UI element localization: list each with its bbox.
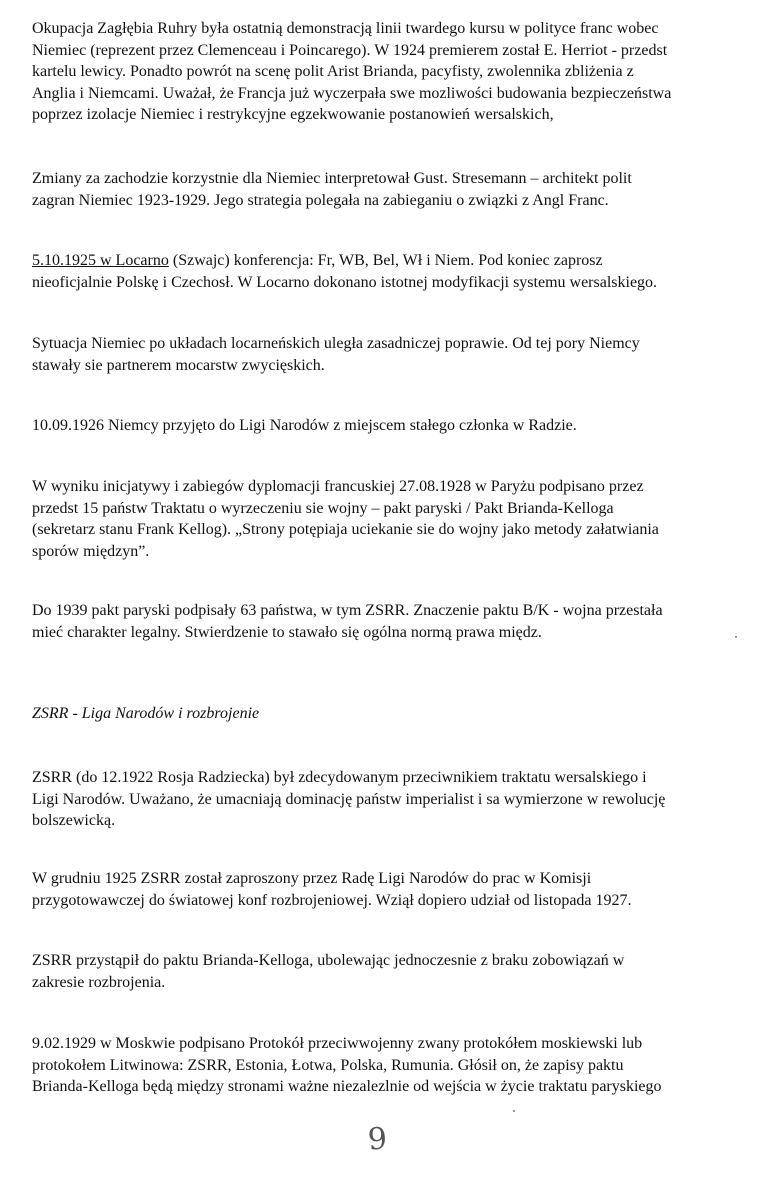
page-number: 9 <box>366 1121 389 1158</box>
text-line: protokołem Litwinowa: ZSRR, Estonia, Łotwa, Polska, Rumunia. Głósił on, że zapisy paktu <box>32 1056 624 1074</box>
text-line: W wyniku inicjatywy i zabiegów dyplomacji francuskiej 27.08.1928 w Paryżu podpisano przez <box>32 478 644 495</box>
text-line: Ligi Narodów. Uważano, że umacniają dominację państw imperialist i sa wymierzone w rewolucję <box>32 790 666 808</box>
paragraph-locarno <box>32 250 772 293</box>
paragraph-ussr-versailles <box>32 767 772 832</box>
text-line: 9.02.1929 w Moskwie podpisano Protokół przeciwwojenny zwany protokółem moskiewski lub <box>32 1035 643 1052</box>
paragraph-pact-signatories <box>32 600 772 643</box>
text-line: kartelu lewicy. Ponadto powrót na scenę polit Arist Brianda, pacyfisty, zwolennika zbliżenia z <box>32 63 634 80</box>
paragraph-ussr-joins-pact <box>32 950 772 993</box>
text-line: ZSRR (do 12.1922 Rosja Radziecka) był zdecydowanym przeciwnikiem traktatu wersalskiego i <box>32 769 647 786</box>
scan-speck <box>513 1110 515 1112</box>
text-line: sporów międzyn”. <box>32 542 150 560</box>
paragraph-stresemann <box>32 168 772 211</box>
text-line: przygotowawczej do światowej konf rozbrojeniowej. Wziął dopiero udział od listopada 1927. <box>32 891 632 909</box>
section-heading: ZSRR - Liga Narodów i rozbrojenie <box>32 705 260 722</box>
text-line: W grudniu 1925 ZSRR został zaproszony przez Radę Ligi Narodów do prac w Komisji <box>32 870 592 887</box>
locarno-line-rest: (Szwajc) konferencja: Fr, WB, Bel, Wł i Niem. Pod koniec zaprosz <box>168 252 603 269</box>
text-line: poprzez izolacje Niemiec i restrykcyjne egzekwowanie postanowień wersalskich, <box>32 106 554 123</box>
paragraph-paris-pact <box>32 476 772 562</box>
text-line: zagran Niemiec 1923-1929. Jego strategia polegała na zabieganiu o związki z Angl Franc. <box>32 191 609 209</box>
locarno-date-underlined: 5.10.1925 w Locarno <box>32 252 169 269</box>
text-line: Okupacja Zagłębia Ruhry była ostatnią demonstracją linii twardego kursu w polityce franc wobec <box>32 20 659 37</box>
text-line: Sytuacja Niemiec po układach locarneńskich uległa zasadniczej poprawie. Od tej pory Niemcy <box>32 335 640 352</box>
text-line: mieć charakter legalny. Stwierdzenie to stawało się ogólna normą prawa międz. <box>32 623 542 641</box>
scan-speck <box>735 636 737 638</box>
paragraph-league-membership <box>32 415 772 437</box>
text-line: stawały sie partnerem mocarstw zwycięskich. <box>32 356 325 374</box>
text-line: Niemiec (reprezent przez Clemenceau i Poincarego). W 1924 premierem został E. Herriot - przedst <box>32 41 668 59</box>
text-line: 10.09.1926 Niemcy przyjęto do Ligi Narodów z miejscem stałego członka w Radzie. <box>32 417 577 434</box>
text-line: Brianda-Kelloga będą między stronami ważne niezalezlnie od wejścia w życie traktatu paryskiego <box>32 1078 662 1095</box>
text-line <box>32 250 772 272</box>
text-line: zakresie rozbrojenia. <box>32 973 166 991</box>
text-line: bolszewicką. <box>32 812 116 829</box>
paragraph-germany-after-locarno <box>32 333 772 376</box>
text-line: nieoficjalnie Polskę i Czechosł. W Locarno dokonano istotnej modyfikacji systemu wersalskiego. <box>32 273 658 291</box>
text-line: Zmiany za zachodzie korzystnie dla Niemiec interpretował Gust. Stresemann – architekt polit <box>32 170 632 187</box>
paragraph-ruhr-occupation <box>32 18 772 126</box>
paragraph-ussr-commission <box>32 868 772 911</box>
paragraph-litvinov-protocol <box>32 1033 772 1098</box>
text-line: przedst 15 państw Traktatu o wyrzeczeniu sie wojny – pakt paryski / Pakt Brianda-Kelloga <box>32 499 614 517</box>
text-line: Do 1939 pakt paryski podpisały 63 państwa, w tym ZSRR. Znaczenie paktu B/K - wojna przestała <box>32 602 663 619</box>
text-line: ZSRR przystąpił do paktu Brianda-Kelloga, ubolewając jednoczesnie z braku zobowiązań w <box>32 952 625 969</box>
text-line: (sekretarz stanu Frank Kellog). „Strony potępiaja uciekanie sie do wojny jako metody załatwiania <box>32 521 659 538</box>
text-line: Anglia i Niemcami. Uważał, że Francja już wyczerpała swe mozliwości budowania bezpieczeństwa <box>32 84 672 102</box>
